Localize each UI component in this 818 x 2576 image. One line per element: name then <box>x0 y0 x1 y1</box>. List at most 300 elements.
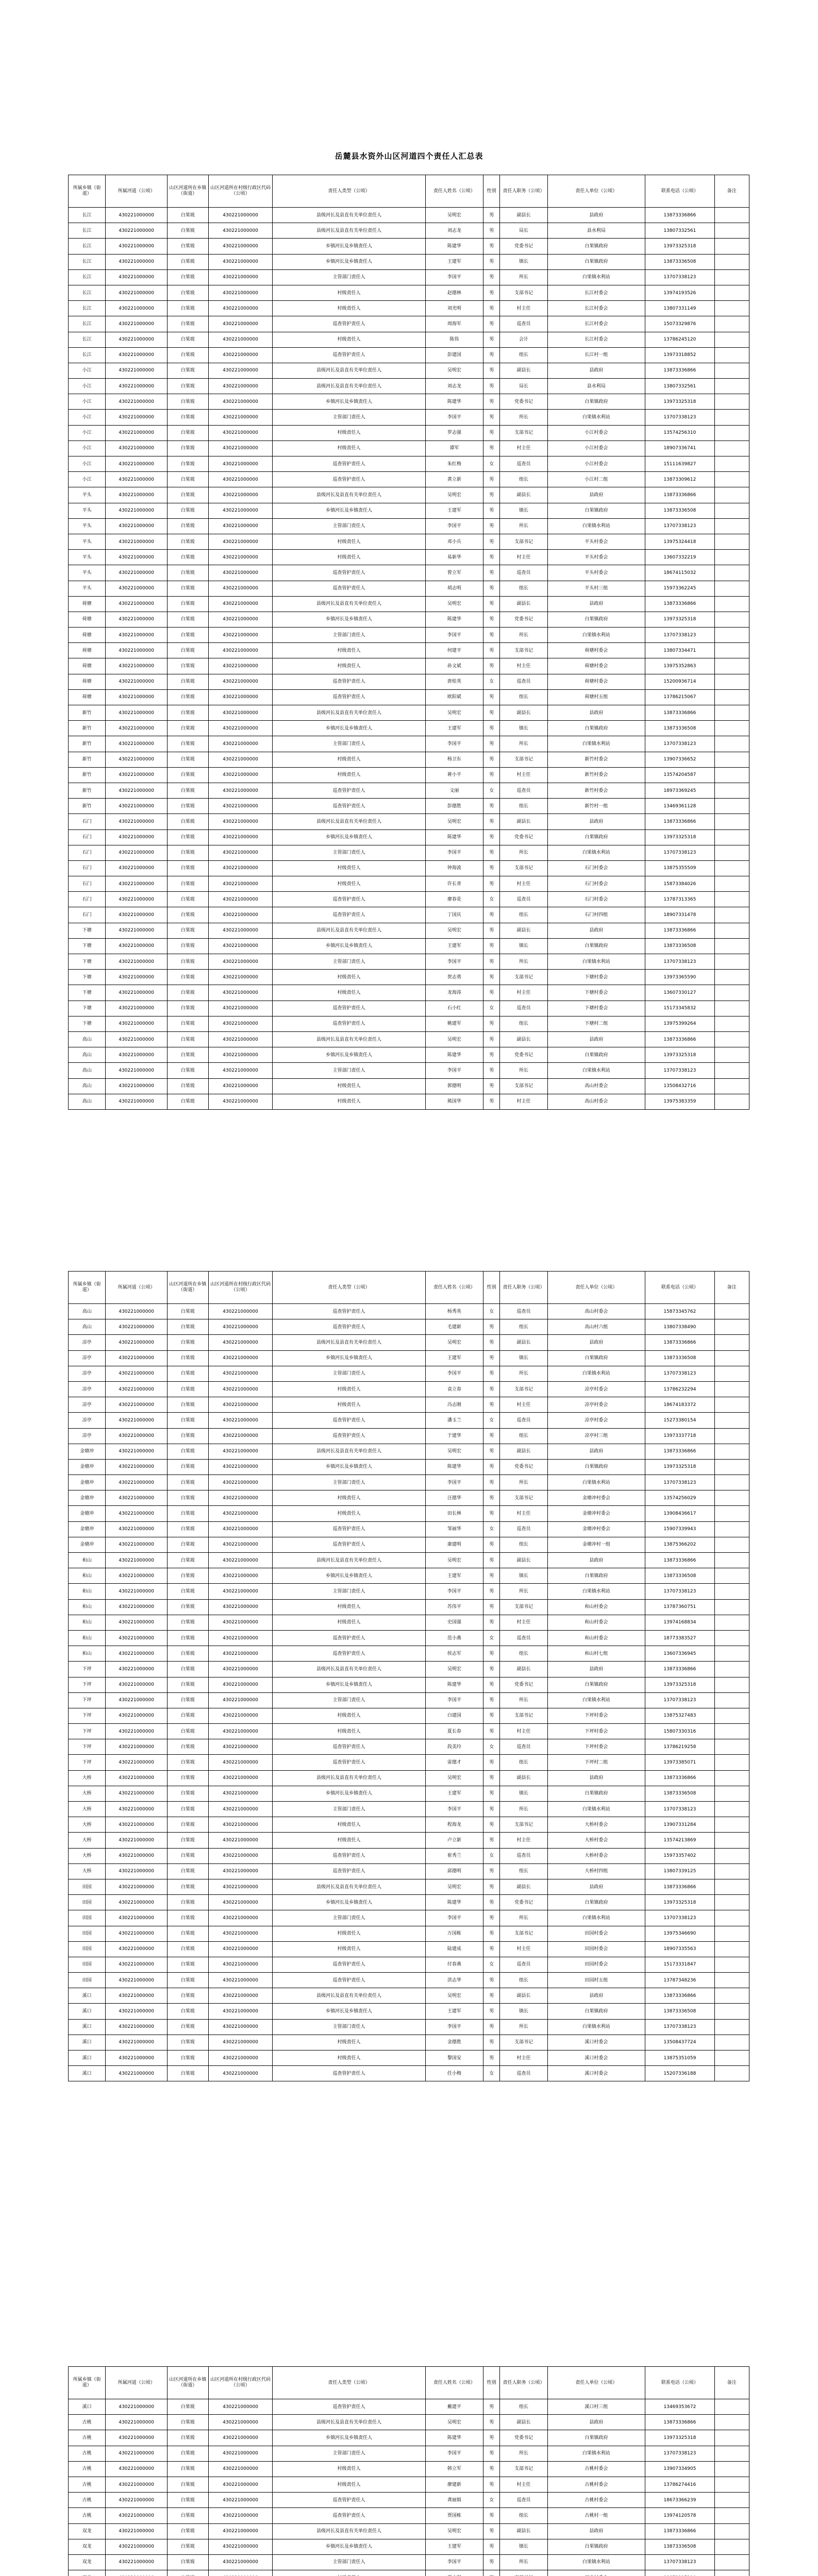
table-cell: 430221000000 <box>208 2050 273 2066</box>
table-cell: 凉亭 <box>69 1366 106 1381</box>
table-cell <box>714 736 749 752</box>
table-cell: 县级河长及县直有关单位责任人 <box>273 363 426 378</box>
table-cell: 白果镇政府 <box>547 394 645 410</box>
table-cell: 镇长 <box>500 1786 547 1801</box>
table-cell: 新竹村委会 <box>547 767 645 783</box>
table-cell: 下坪 <box>69 1677 106 1692</box>
table-cell: 430221000000 <box>208 1910 273 1926</box>
table-cell: 村主任 <box>500 2477 547 2492</box>
table-row <box>69 456 749 472</box>
table-cell: 男 <box>483 1063 500 1078</box>
table-cell <box>714 2493 749 2508</box>
table-cell: 田园 <box>69 1879 106 1894</box>
table-cell: 大桥 <box>69 1770 106 1786</box>
table-cell: 430221000000 <box>208 892 273 907</box>
table-row <box>69 316 749 332</box>
table-cell: 支部书记 <box>500 1817 547 1833</box>
table-cell: 田园村委会 <box>547 1941 645 1957</box>
table-cell: 小江 <box>69 410 106 425</box>
table-cell: 古桃 <box>69 2430 106 2446</box>
table-cell: 430221000000 <box>106 332 168 347</box>
table-cell: 男 <box>483 440 500 456</box>
table-cell: 430221000000 <box>106 628 168 643</box>
table-row <box>69 2461 749 2477</box>
table-cell: 15807330316 <box>645 1724 715 1739</box>
table-cell: 大桥 <box>69 1817 106 1833</box>
table-cell: 15173345832 <box>645 1001 715 1016</box>
table-cell: 汪德华 <box>425 1490 483 1506</box>
table-cell: 430221000000 <box>106 1413 168 1428</box>
column-header: 山区河道所在村级行政区代码（公顷） <box>208 1272 273 1304</box>
table-row <box>69 1770 749 1786</box>
table-cell: 陈建华 <box>425 1047 483 1063</box>
table-cell: 毛建新 <box>425 1319 483 1335</box>
table-cell: 白果镇政府 <box>547 612 645 627</box>
table-cell: 高山 <box>69 1063 106 1078</box>
table-row <box>69 254 749 269</box>
table-cell: 下塘 <box>69 923 106 938</box>
table-cell: 13574256310 <box>645 425 715 440</box>
table-cell: 白果坡 <box>167 923 208 938</box>
table-row <box>69 923 749 938</box>
table-cell: 白果坡 <box>167 736 208 752</box>
table-cell <box>714 1755 749 1770</box>
table-cell: 白果坡 <box>167 1957 208 1972</box>
table-cell: 乡镇河长及乡镇责任人 <box>273 2430 426 2446</box>
table-row <box>69 2035 749 2050</box>
table-cell: 溪口 <box>69 2050 106 2066</box>
table-cell: 13973318852 <box>645 347 715 363</box>
responsibility-table <box>68 2366 749 2576</box>
table-cell: 13974193526 <box>645 285 715 300</box>
table-cell: 李国平 <box>425 1692 483 1708</box>
table-cell: 巡查员 <box>500 1304 547 1319</box>
table-row <box>69 938 749 954</box>
table-cell: 巡查员 <box>500 1957 547 1972</box>
table-cell: 会计 <box>500 332 547 347</box>
table-cell: 13707338123 <box>645 628 715 643</box>
table-cell: 巡查管护责任人 <box>273 1973 426 1988</box>
table-row <box>69 208 749 223</box>
table-cell: 男 <box>483 829 500 845</box>
table-cell: 13907331284 <box>645 1817 715 1833</box>
table-cell <box>714 487 749 503</box>
table-cell: 白果坡 <box>167 2446 208 2461</box>
table-cell: 430221000000 <box>208 2539 273 2554</box>
table-cell: 430221000000 <box>106 2066 168 2081</box>
table-cell: 组长 <box>500 2399 547 2415</box>
table-cell: 430221000000 <box>208 1031 273 1047</box>
table-cell: 支部书记 <box>500 534 547 549</box>
table-cell: 430221000000 <box>208 1662 273 1677</box>
table-cell: 巡查管护责任人 <box>273 347 426 363</box>
table-cell: 15111639827 <box>645 456 715 472</box>
table-cell: 村级责任人 <box>273 970 426 985</box>
table-cell: 李国平 <box>425 1802 483 1817</box>
table-row <box>69 503 749 518</box>
table-cell: 430221000000 <box>208 1692 273 1708</box>
table-cell: 村主任 <box>500 1506 547 1521</box>
table-cell: 金塘冲 <box>69 1537 106 1552</box>
table-cell: 吴明宏 <box>425 1988 483 2004</box>
table-cell: 荷塘村委会 <box>547 643 645 658</box>
table-cell: 13975324418 <box>645 534 715 549</box>
table-cell: 430221000000 <box>106 1459 168 1475</box>
table-cell: 乡镇河长及乡镇责任人 <box>273 239 426 254</box>
table-cell: 430221000000 <box>106 223 168 239</box>
table-cell <box>714 1599 749 1615</box>
table-cell <box>714 1739 749 1755</box>
table-cell: 巡查管护责任人 <box>273 783 426 798</box>
table-cell: 陈建华 <box>425 2430 483 2446</box>
table-cell: 男 <box>483 565 500 581</box>
table-cell: 白果坡 <box>167 860 208 876</box>
table-cell <box>714 1366 749 1381</box>
table-cell: 县级河长及县直有关单位责任人 <box>273 1444 426 1459</box>
table-cell: 村级责任人 <box>273 2461 426 2477</box>
table-cell <box>714 938 749 954</box>
table-cell: 430221000000 <box>208 814 273 829</box>
table-cell: 13873336866 <box>645 1444 715 1459</box>
table-cell: 430221000000 <box>106 1926 168 1941</box>
table-row <box>69 550 749 565</box>
column-header: 性别 <box>483 2367 500 2399</box>
table-cell: 白果镇水利站 <box>547 269 645 285</box>
table-cell: 大桥村委会 <box>547 1817 645 1833</box>
table-cell: 13973365590 <box>645 970 715 985</box>
table-cell: 白果坡 <box>167 503 208 518</box>
table-cell <box>714 1848 749 1863</box>
table-cell: 430221000000 <box>106 612 168 627</box>
table-cell: 白果坡 <box>167 239 208 254</box>
table-cell: 白果坡 <box>167 1973 208 1988</box>
table-cell: 所长 <box>500 1692 547 1708</box>
table-cell: 高山 <box>69 1078 106 1094</box>
table-cell: 430221000000 <box>106 938 168 954</box>
table-cell: 局长 <box>500 223 547 239</box>
table-cell: 白果坡 <box>167 829 208 845</box>
table-cell <box>714 1047 749 1063</box>
table-cell: 男 <box>483 1910 500 1926</box>
table-row <box>69 799 749 814</box>
table-cell: 县级河长及县直有关单位责任人 <box>273 1553 426 1568</box>
table-cell: 430221000000 <box>106 829 168 845</box>
table-cell: 白果坡 <box>167 301 208 316</box>
table-cell: 巡查管护责任人 <box>273 1016 426 1031</box>
table-cell: 黎国安 <box>425 2050 483 2066</box>
table-cell: 吴明宏 <box>425 1444 483 1459</box>
table-row <box>69 1973 749 1988</box>
table-cell: 巡查管护责任人 <box>273 1848 426 1863</box>
table-cell: 小江村委会 <box>547 456 645 472</box>
table-cell: 430221000000 <box>106 269 168 285</box>
table-cell: 430221000000 <box>208 425 273 440</box>
table-cell: 刘光明 <box>425 301 483 316</box>
table-cell <box>273 2570 426 2576</box>
table-cell: 长江村委会 <box>547 332 645 347</box>
table-cell: 乡镇河长及乡镇责任人 <box>273 1786 426 1801</box>
table-cell: 430221000000 <box>106 363 168 378</box>
table-cell: 双龙 <box>69 2554 106 2570</box>
table-cell: 孙文斌 <box>425 658 483 674</box>
table-cell: 男 <box>483 954 500 970</box>
table-cell: 430221000000 <box>106 2508 168 2523</box>
table-cell: 430221000000 <box>106 970 168 985</box>
table-cell: 13973325318 <box>645 1047 715 1063</box>
column-header: 山区河道所在乡镇（街道） <box>167 2367 208 2399</box>
table-cell: 黄立新 <box>425 472 483 487</box>
table-row <box>69 1708 749 1723</box>
table-cell: 430221000000 <box>208 1802 273 1817</box>
table-cell: 巡查管护责任人 <box>273 316 426 332</box>
table-cell: 和山村委会 <box>547 1599 645 1615</box>
table-cell: 女 <box>483 1001 500 1016</box>
table-cell: 新竹 <box>69 705 106 721</box>
table-cell: 15173331847 <box>645 1957 715 1972</box>
table-cell: 陈建华 <box>425 1459 483 1475</box>
table-cell <box>714 239 749 254</box>
table-cell: 巡查员 <box>500 1001 547 1016</box>
table-cell: 13873336508 <box>645 721 715 736</box>
table-cell: 430221000000 <box>208 1094 273 1109</box>
table-cell: 周海军 <box>425 316 483 332</box>
table-cell: 男 <box>483 1708 500 1723</box>
table-cell: 13875327483 <box>645 1708 715 1723</box>
table-cell: 白果坡 <box>167 2066 208 2081</box>
table-cell: 李国平 <box>425 2446 483 2461</box>
table-cell: 430221000000 <box>106 1677 168 1692</box>
table-cell: 李国平 <box>425 1366 483 1381</box>
table-cell: 石门村委会 <box>547 892 645 907</box>
table-row <box>69 1319 749 1335</box>
table-cell: 白果坡 <box>167 799 208 814</box>
table-cell: 凉亭村委会 <box>547 1381 645 1397</box>
table-cell: 男 <box>483 1366 500 1381</box>
table-cell: 430221000000 <box>208 1063 273 1078</box>
table-cell: 巡查管护责任人 <box>273 892 426 907</box>
table-cell: 村级责任人 <box>273 1397 426 1413</box>
table-cell: 金塘冲 <box>69 1506 106 1521</box>
table-cell: 古桃 <box>69 2415 106 2430</box>
table-cell: 13787313365 <box>645 892 715 907</box>
table-cell: 所长 <box>500 1802 547 1817</box>
table-cell: 白果镇政府 <box>547 239 645 254</box>
table-cell: 巡查员 <box>500 674 547 689</box>
table-cell: 党委书记 <box>500 829 547 845</box>
table-cell: 430221000000 <box>208 534 273 549</box>
table-cell: 白果坡 <box>167 845 208 860</box>
table-cell: 430221000000 <box>106 316 168 332</box>
table-cell <box>714 1459 749 1475</box>
table-cell: 430221000000 <box>208 612 273 627</box>
table-cell: 430221000000 <box>208 269 273 285</box>
table-cell: 430221000000 <box>106 239 168 254</box>
table-cell: 男 <box>483 814 500 829</box>
table-cell: 副县长 <box>500 2415 547 2430</box>
table-cell: 组长 <box>500 689 547 705</box>
table-cell <box>714 767 749 783</box>
table-cell: 13974120578 <box>645 2508 715 2523</box>
table-cell: 白果坡 <box>167 1335 208 1350</box>
table-cell <box>714 425 749 440</box>
table-cell: 许长青 <box>425 876 483 892</box>
table-cell <box>714 705 749 721</box>
table-cell: 陈伟 <box>425 332 483 347</box>
table-cell: 白果坡 <box>167 565 208 581</box>
table-cell: 白果坡 <box>167 721 208 736</box>
table-cell <box>714 1001 749 1016</box>
table-cell: 430221000000 <box>106 254 168 269</box>
table-cell: 田园 <box>69 1973 106 1988</box>
table-cell: 430221000000 <box>208 1755 273 1770</box>
table-cell: 13873336866 <box>645 1879 715 1894</box>
table-cell: 430221000000 <box>208 487 273 503</box>
table-cell: 男 <box>483 1335 500 1350</box>
table-cell <box>714 2570 749 2576</box>
table-cell: 13807334471 <box>645 643 715 658</box>
table-cell: 凉亭 <box>69 1350 106 1366</box>
table-cell: 高山村委会 <box>547 1078 645 1094</box>
table-cell: 白果坡 <box>167 1630 208 1646</box>
table-cell: 下塘村委会 <box>547 1001 645 1016</box>
table-cell: 镇长 <box>500 2539 547 2554</box>
table-cell: 副县长 <box>500 705 547 721</box>
table-cell: 组长 <box>500 472 547 487</box>
table-cell <box>714 674 749 689</box>
table-cell: 主管部门责任人 <box>273 845 426 860</box>
table-cell: 长江 <box>69 254 106 269</box>
table-cell: 李国平 <box>425 518 483 534</box>
table-cell: 13508437724 <box>645 2035 715 2050</box>
table-cell: 荷塘村委会 <box>547 674 645 689</box>
table-cell <box>714 2508 749 2523</box>
table-cell: 村级责任人 <box>273 1724 426 1739</box>
table-cell <box>714 285 749 300</box>
table-row <box>69 1755 749 1770</box>
table-cell: 430221000000 <box>208 1786 273 1801</box>
table-row <box>69 2539 749 2554</box>
table-row <box>69 2508 749 2523</box>
table-cell: 15907339943 <box>645 1521 715 1537</box>
table-cell: 男 <box>483 1646 500 1662</box>
table-cell: 巡查管护责任人 <box>273 1413 426 1428</box>
table-cell: 430221000000 <box>106 736 168 752</box>
table-cell: 村主任 <box>500 876 547 892</box>
table-cell: 15273380154 <box>645 1413 715 1428</box>
table-cell <box>714 1537 749 1552</box>
table-cell: 白果坡 <box>167 1755 208 1770</box>
table-cell: 13873336508 <box>645 2539 715 2554</box>
table-cell: 女 <box>483 1957 500 1972</box>
table-cell: 村主任 <box>500 1833 547 1848</box>
table-cell: 巡查管护责任人 <box>273 472 426 487</box>
table-cell: 所长 <box>500 1063 547 1078</box>
table-row <box>69 2430 749 2446</box>
table-cell: 李国平 <box>425 2554 483 2570</box>
table-cell: 白果坡 <box>167 1063 208 1078</box>
table-cell: 下塘 <box>69 1001 106 1016</box>
table-cell: 主管部门责任人 <box>273 518 426 534</box>
table-cell: 巡查管护责任人 <box>273 2066 426 2081</box>
table-row <box>69 1662 749 1677</box>
column-header: 责任人职务（公顷） <box>500 1272 547 1304</box>
table-cell: 村主任 <box>500 1397 547 1413</box>
table-cell: 13707338123 <box>645 518 715 534</box>
table-cell <box>208 2570 273 2576</box>
table-cell: 430221000000 <box>106 1817 168 1833</box>
table-cell <box>714 1662 749 1677</box>
table-cell <box>714 332 749 347</box>
table-cell: 430221000000 <box>208 394 273 410</box>
table-cell: 13907334905 <box>645 2461 715 2477</box>
table-cell: 大桥村委会 <box>547 1848 645 1863</box>
table-cell: 陈建华 <box>425 1895 483 1910</box>
table-cell: 所长 <box>500 1910 547 1926</box>
table-cell: 430221000000 <box>208 923 273 938</box>
table-cell: 15873345762 <box>645 1304 715 1319</box>
table-cell: 石门 <box>69 892 106 907</box>
table-row <box>69 1428 749 1444</box>
table-row <box>69 440 749 456</box>
table-cell: 430221000000 <box>106 1630 168 1646</box>
table-cell <box>714 1413 749 1428</box>
table-cell: 430221000000 <box>106 721 168 736</box>
table-cell: 副县长 <box>500 1553 547 1568</box>
table-cell: 13707338123 <box>645 1584 715 1599</box>
table-cell: 男 <box>483 2508 500 2523</box>
table-cell: 13875355509 <box>645 860 715 876</box>
table-cell: 白果坡 <box>167 1459 208 1475</box>
table-cell: 和山村委会 <box>547 1630 645 1646</box>
table-cell: 刘志龙 <box>425 379 483 394</box>
table-cell: 男 <box>483 643 500 658</box>
table-cell: 男 <box>483 1016 500 1031</box>
table-cell <box>714 456 749 472</box>
table-cell: 白果坡 <box>167 2399 208 2415</box>
table-cell: 13607330127 <box>645 985 715 1001</box>
table-cell: 吴明宏 <box>425 208 483 223</box>
table-cell: 小江 <box>69 472 106 487</box>
table-cell: 13787348236 <box>645 1973 715 1988</box>
table-cell: 巡查管护责任人 <box>273 1001 426 1016</box>
table-cell <box>714 1444 749 1459</box>
table-cell: 吴明宏 <box>425 596 483 612</box>
table-cell: 430221000000 <box>208 410 273 425</box>
table-cell: 430221000000 <box>106 2430 168 2446</box>
table-cell: 430221000000 <box>106 2539 168 2554</box>
table-cell: 430221000000 <box>208 1001 273 1016</box>
table-cell: 430221000000 <box>208 1381 273 1397</box>
table-row <box>69 581 749 596</box>
table-cell: 李国平 <box>425 1910 483 1926</box>
table-cell: 吴明宏 <box>425 923 483 938</box>
table-cell: 巡查管护责任人 <box>273 1863 426 1879</box>
table-cell: 王建军 <box>425 2539 483 2554</box>
table-cell: 主管部门责任人 <box>273 2446 426 2461</box>
table-cell: 县级河长及县直有关单位责任人 <box>273 705 426 721</box>
table-cell: 白果坡 <box>167 347 208 363</box>
table-cell: 男 <box>483 1786 500 1801</box>
table-cell: 长江 <box>69 239 106 254</box>
table-row <box>69 1553 749 1568</box>
table-cell: 王建军 <box>425 1568 483 1584</box>
table-cell: 康建明 <box>425 1537 483 1552</box>
table-cell: 白果镇政府 <box>547 1568 645 1584</box>
table-cell: 430221000000 <box>106 379 168 394</box>
table-row <box>69 223 749 239</box>
table-cell: 白果坡 <box>167 1521 208 1537</box>
table-cell: 主管部门责任人 <box>273 1063 426 1078</box>
